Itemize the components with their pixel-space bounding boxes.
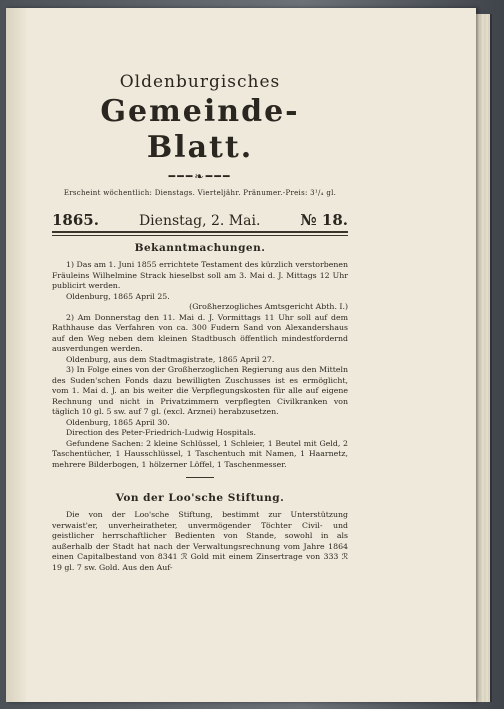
announcement-3: 3) In Folge eines von der Großherzoglichen Regierung aus den Mitteln des Suden'schen Fonds dazu bewilligten Zuschusses ist es ermöglicht, vom 1. Mai d. J. an bis weiter die Verpflegungskosten für alle auf eigene Rechnung und nicht in Privatzimmern verpflegten Civilkranken von täglich 10 gl. 5 sw. auf 7 gl. (excl. Arznei) herabzusetzen. [52,365,348,416]
issue-number: № 18. [300,211,348,229]
announcement-3-place-date: Oldenburg, 1865 April 30. [66,417,170,427]
announcement-2: 2) Am Donnerstag den 11. Mai d. J. Vormittags 11 Uhr soll auf dem Rathhause das Verfahren von ca. 300 Fudern Sand von Alexandershaus auf den Weg neben dem kleinen Stadtbusch öffentlich mindestfordernd ausverdungen werden. [52,312,348,353]
foundation-body [52,510,348,573]
masthead-subtitle: Oldenburgisches [119,72,281,92]
section-foundation [52,492,348,573]
announcement-3-signature: Direction des Peter-Friedrich-Ludwig Hospitals. [66,428,257,437]
issue-year: 1865. [52,211,99,229]
header-rule [52,231,348,236]
section-title-foundation: Von der Loo'sche Stiftung. [115,492,285,504]
masthead-title: Gemeinde-Blatt. [100,94,300,165]
foundation-paragraph: Die von der Loo'sche Stiftung, bestimmt zur Unterstützung verwaist'er, unverheiratheter, unvermögender Töchter Civil- und geistlicher herrschaftlicher Bedienten von Stande, sowohl in als außerhalb der Stadt hat nach der Verwaltungsrechnung vom Jahre 1864 einen Capitalbestand von 8341 ℛ Gold mit einem Zinsertrage von 333 ℛ 19 gl. 7 sw. Gold. Aus den Auf- [52,510,348,572]
announcement-1: 1) Das am 1. Juni 1855 errichtete Testament des kürzlich verstorbenen Fräuleins Wilhelmine Strack hieselbst soll am 3. Mai d. J. Mittags 12 Uhr publicirt werden. [52,260,348,290]
subscription-info: Erscheint wöchentlich: Dienstags. Vierteljähr. Pränumer.-Preis: 3¹/₄ gl. [63,189,337,197]
issue-date: Dienstag, 2. Mai. [138,213,261,229]
announcement-1-signature: (Großherzogliches Amtsgericht Abth. I.) [189,302,348,311]
announcement-2-signature: Oldenburg, aus dem Stadtmagistrate, 1865 April 27. [66,354,275,364]
ornament-divider: ━━━❧━━━ [168,170,232,183]
section-divider [186,477,214,478]
issue-line [52,211,348,229]
page-gutter [6,8,26,702]
found-items: Gefundene Sachen: 2 kleine Schlüssel, 1 Schleier, 1 Beutel mit Geld, 2 Taschentücher, 1 Hausschlüssel, 1 Taschentuch mit Namen, 1 Haarnetz, mehrere Bilderbogen, 1 hölzerner Löffel, 1 Taschenmesser. [52,438,348,469]
announcement-1-place-date: Oldenburg, 1865 April 25. [66,291,170,301]
page-content [52,64,348,573]
section-title-announcements: Bekanntmachungen. [134,242,266,254]
announcements-body [52,260,348,470]
